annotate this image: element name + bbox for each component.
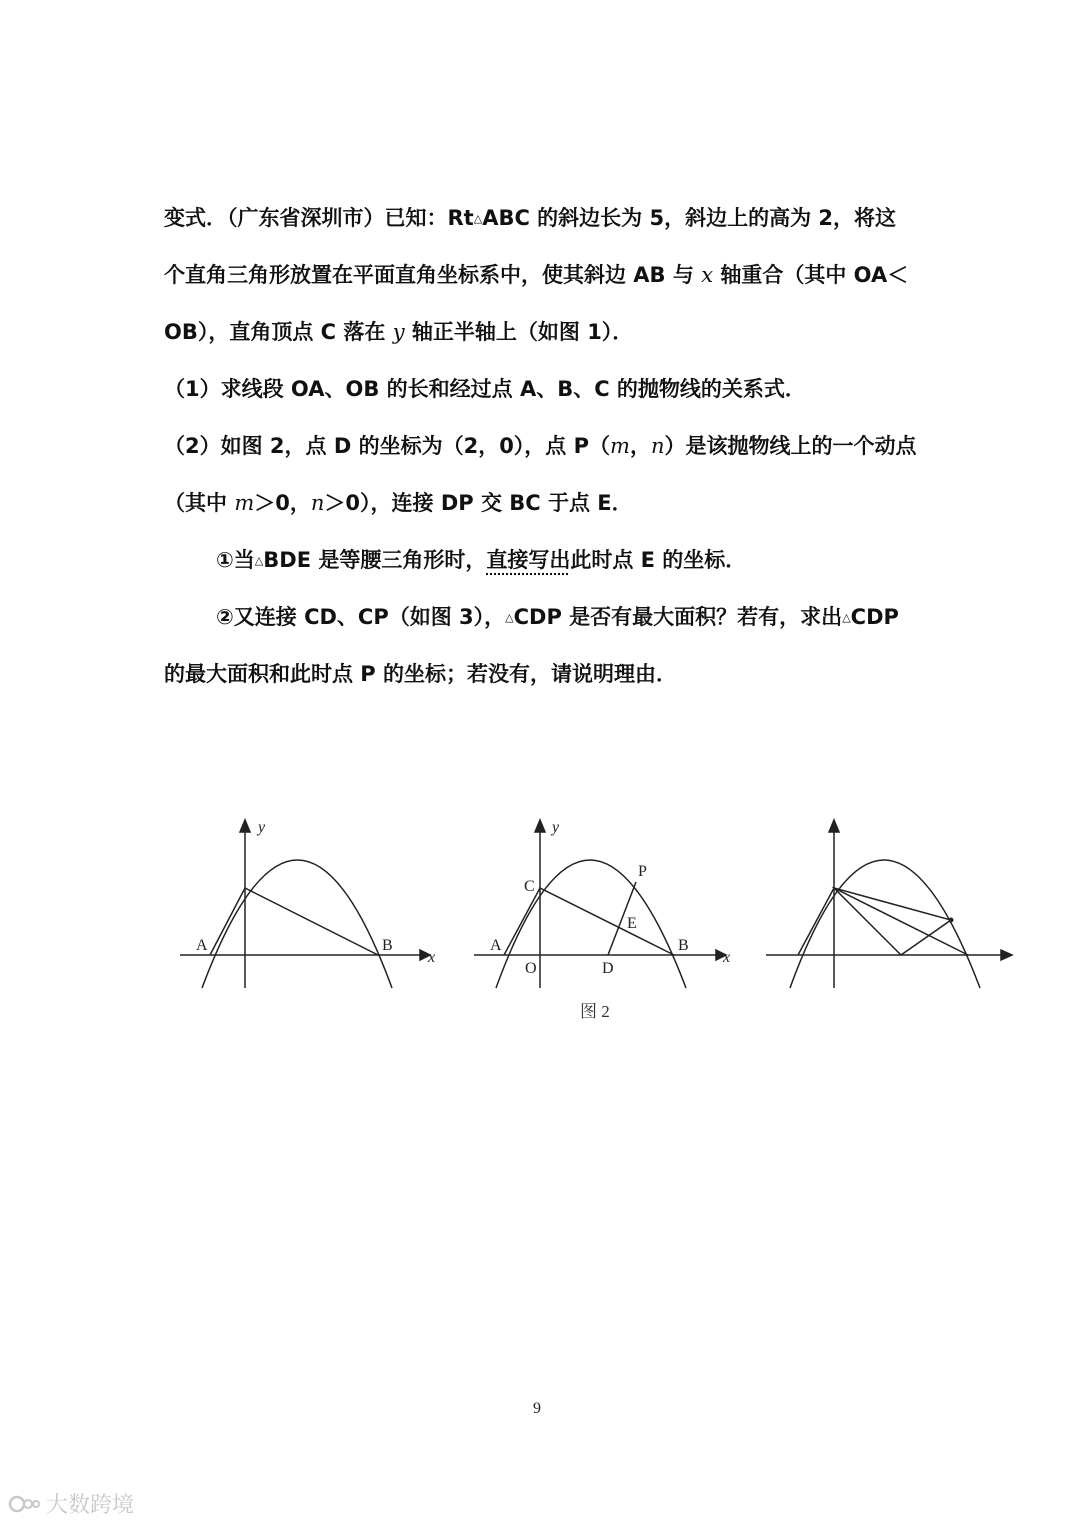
triangle-abc (798, 888, 968, 955)
figure-3 (766, 810, 1016, 995)
point-p-dot (949, 918, 954, 923)
figure-caption: 图 2 (580, 1002, 610, 1021)
point-b-label: B (382, 937, 393, 954)
problem-line-9: 的最大面积和此时点 P 的坐标；若没有，请说明理由． (164, 662, 678, 686)
y-axis-arrow (240, 820, 250, 832)
y-axis-arrow (535, 820, 545, 832)
figure-1 (170, 810, 440, 995)
parabola (202, 860, 392, 988)
x-axis-label: x (428, 949, 436, 966)
watermark-text: 大数跨境 (46, 1493, 135, 1518)
triangle-abc (210, 888, 378, 955)
point-b-label: B (678, 937, 689, 954)
point-p-label: P (638, 863, 647, 880)
problem-part-1: （1）求线段 OA、OB 的长和经过点 A、B、C 的抛物线的关系式． (164, 377, 806, 401)
x-axis-arrow (1001, 950, 1012, 960)
problem-line-6: （其中 m＞0，n＞0），连接 DP 交 BC 于点 E． (164, 491, 633, 515)
problem-line-2: 个直角三角形放置在平面直角坐标系中，使其斜边 AB 与 x 轴重合（其中 OA＜ (164, 263, 909, 287)
y-axis-arrow (829, 820, 839, 832)
point-a-label: A (196, 937, 208, 954)
point-c-label: C (524, 878, 535, 895)
problem-subpart-1: ①当△BDE 是等腰三角形时，直接写出此时点 E 的坐标． (216, 548, 747, 572)
point-d-label: D (602, 960, 614, 977)
y-axis-label: y (552, 819, 560, 836)
problem-part-2: （2）如图 2，点 D 的坐标为（2，0），点 P（m，n）是该抛物线上的一个动点 (164, 434, 917, 458)
problem-text (164, 190, 924, 703)
x-axis-label: x (723, 949, 731, 966)
watermark (8, 1488, 134, 1519)
problem-subpart-2: ②又连接 CD、CP（如图 3），△CDP 是否有最大面积？若有，求出△CDP (216, 605, 899, 629)
watermark-logo-icon (8, 1492, 40, 1516)
point-o-label: O (525, 960, 537, 977)
triangle-abc (504, 888, 674, 955)
triangle-cdp (834, 888, 951, 955)
page-number: 9 (533, 1400, 541, 1417)
y-axis-label: y (258, 819, 266, 836)
figure-2 (466, 810, 746, 995)
parabola (790, 860, 980, 988)
problem-line-3: OB），直角顶点 C 落在 y 轴正半轴上（如图 1）． (164, 320, 634, 344)
point-a-label: A (490, 937, 502, 954)
point-e-label: E (627, 915, 637, 932)
problem-line-1: 变式．（广东省深圳市）已知：Rt△ABC 的斜边长为 5，斜边上的高为 2，将这 (164, 206, 897, 230)
